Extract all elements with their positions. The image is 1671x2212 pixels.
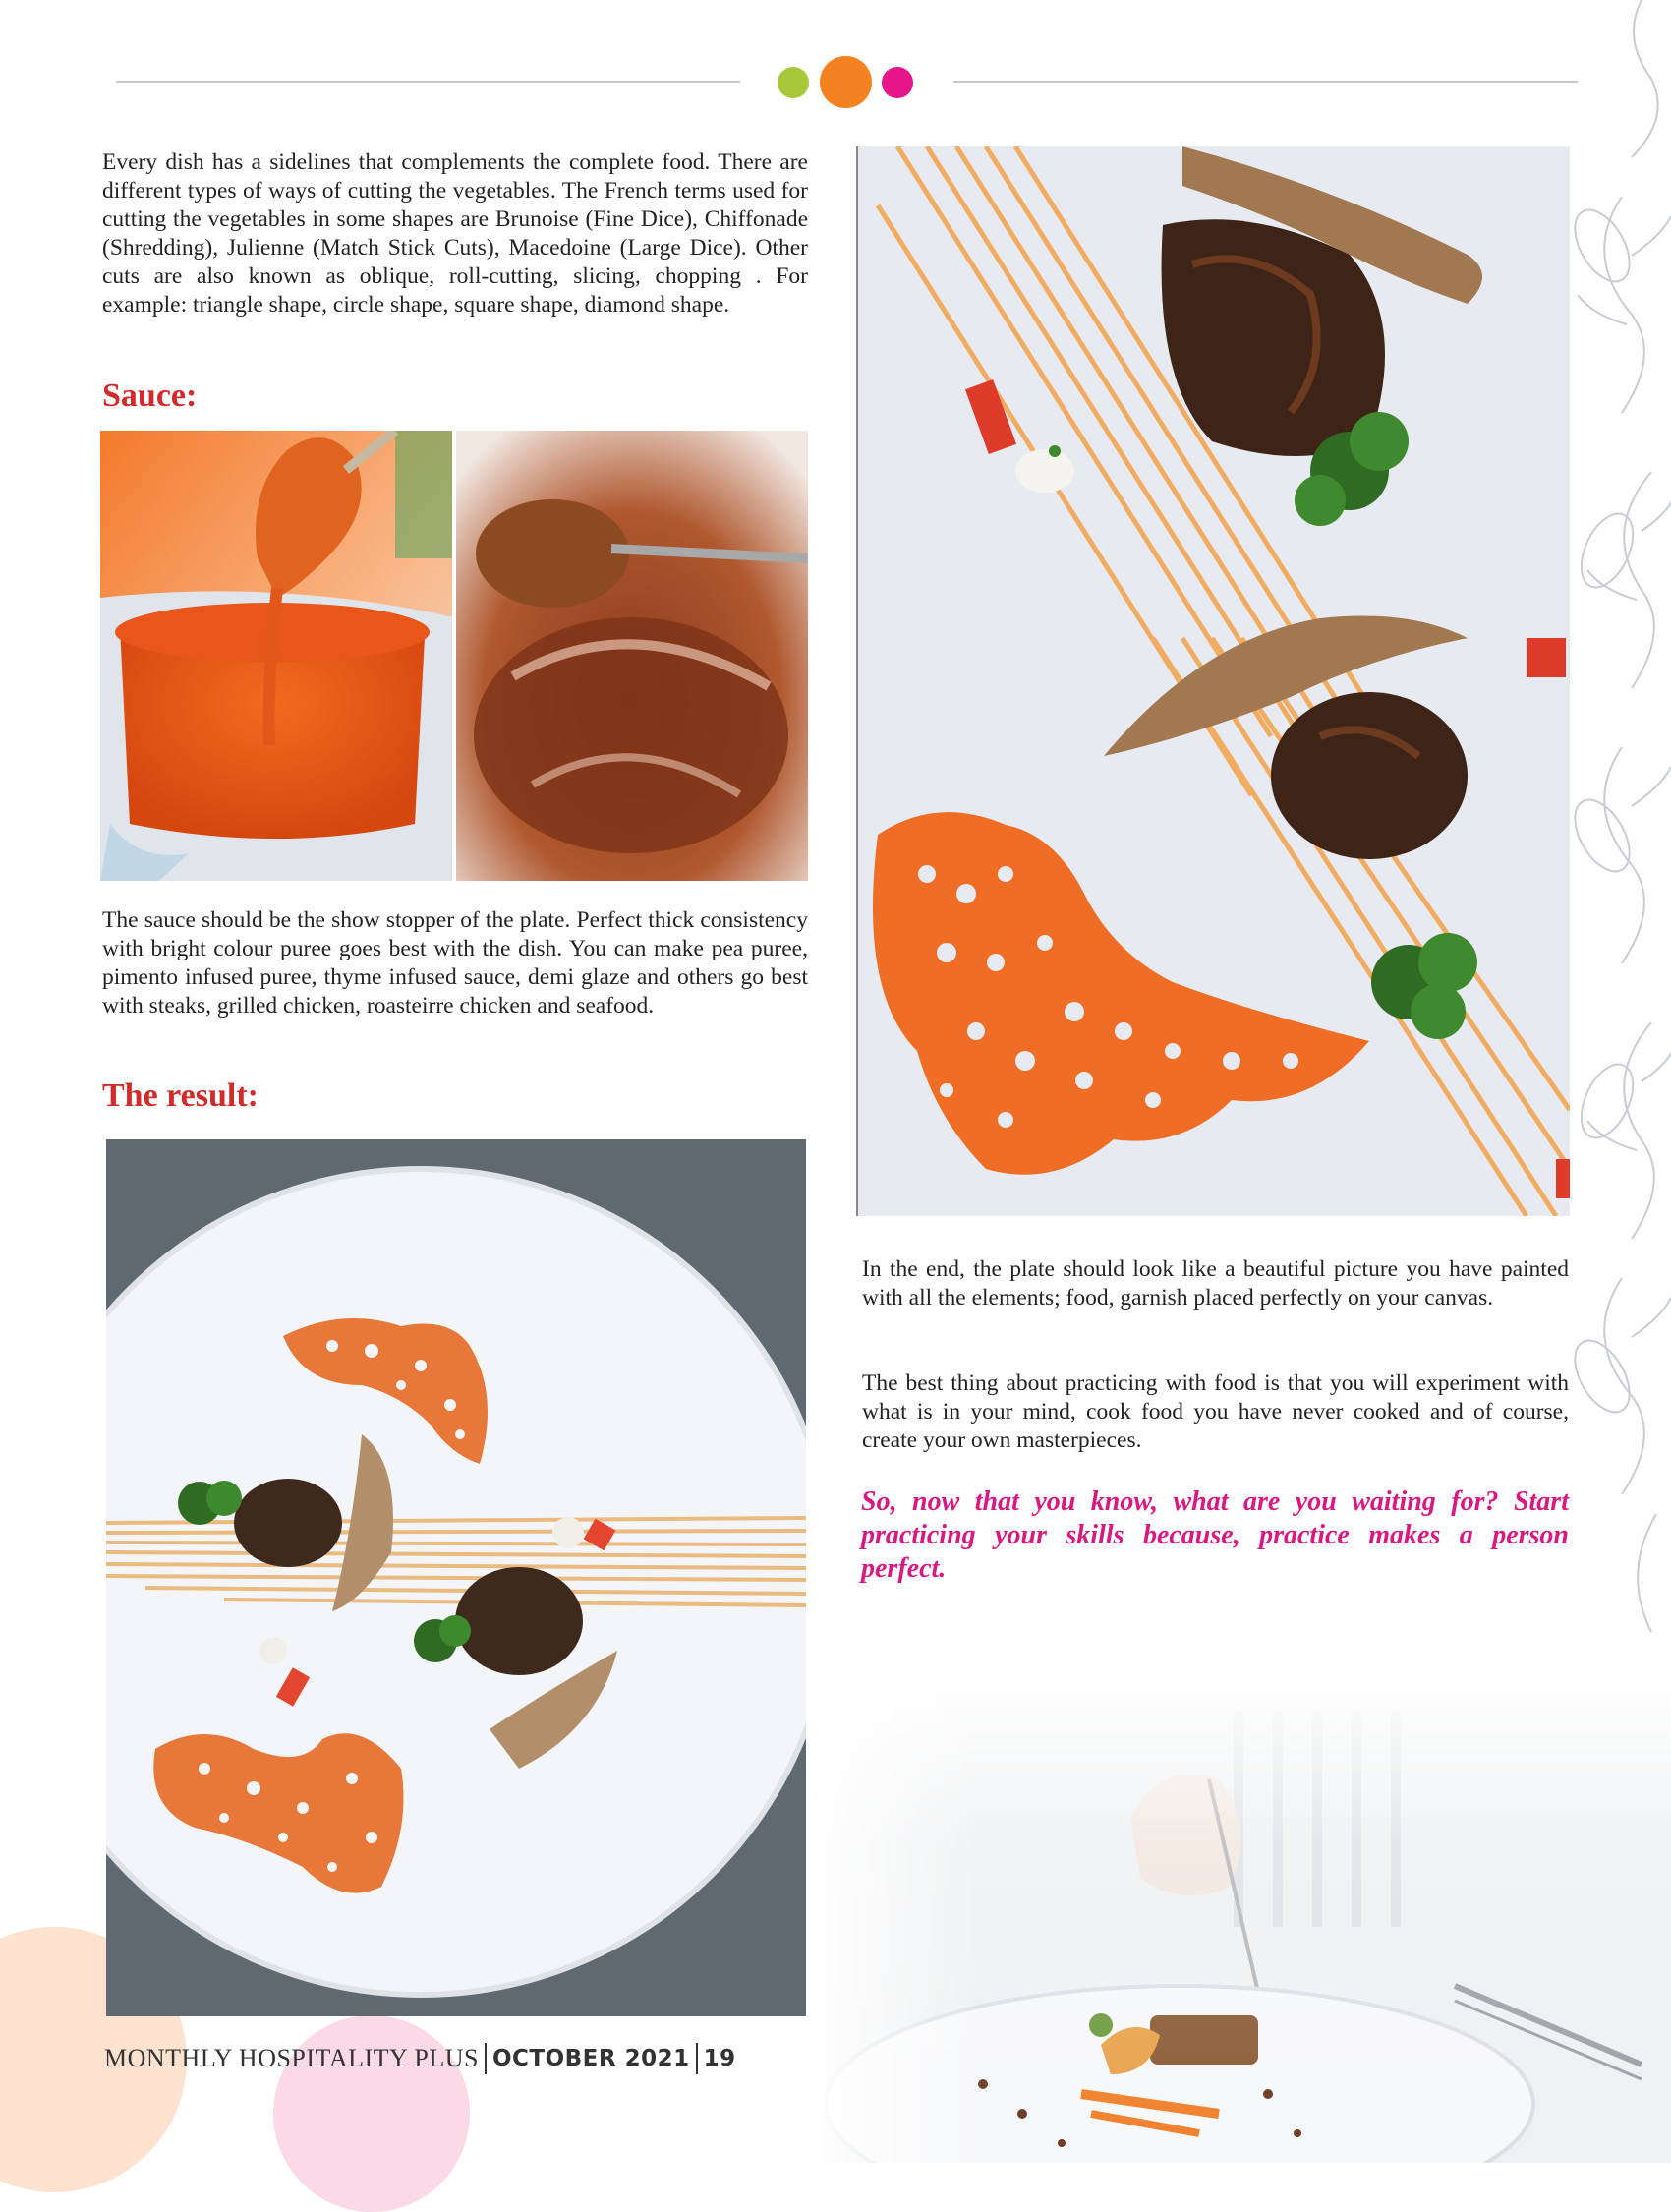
best-paragraph: The best thing about practicing with food is that you will experiment with what is in your mind, cook food you have never cooked and of course, create your own masterpieces. [862, 1370, 1569, 1453]
end-paragraph: In the end, the plate should look like a beautiful picture you have painted with all the elements; food, garnish placed perfectly on your canvas. [862, 1256, 1569, 1310]
result-photo [106, 1139, 806, 2016]
header-dot-green [778, 67, 809, 98]
photo-left-border [856, 146, 858, 1216]
page-footer [104, 2043, 736, 2074]
footer-issue: OCTOBER 2021 [491, 2046, 690, 2071]
header-rule-left [116, 81, 740, 83]
closing-quote: So, now that you know, what are you waiting for? Start practicing your skills because, practice makes a person perfect. [861, 1486, 1569, 1584]
footer-page-number: 19 [703, 2046, 736, 2071]
header-dot-pink [882, 67, 913, 98]
footer-separator [485, 2043, 487, 2074]
botanical-decoration [1563, 0, 1671, 1671]
chef-plating-photo [806, 1671, 1671, 2163]
intro-paragraph: Every dish has a sidelines that complements the complete food. There are different types of ways of cutting the vegetables. The French terms used for cutting the vegetables in some shapes are Brunoise (Fine Dice), Chiffonade (Shredding), Julienne (Match Stick Cuts), Macedoine (Large Dice). Other cuts are also known as oblique, roll-cutting, slicing, chopping . For example: triangle shape, circle shape, square shape, diamond shape. [102, 149, 808, 318]
result-heading: The result: [102, 1077, 259, 1114]
sauce-photo [100, 431, 808, 881]
footer-separator [696, 2043, 698, 2074]
plate-closeup-photo [858, 146, 1570, 1216]
footer-publication: MONTHLY HOSPITALITY PLUS [104, 2044, 479, 2072]
header-dot-orange [820, 56, 872, 108]
sauce-paragraph: The sauce should be the show stopper of the plate. Perfect thick consistency with bright colour puree goes best with the dish. You can make pea puree, pimento infused puree, thyme infused sauce, demi glaze and others go best with steaks, grilled chicken, roasteirre chicken and seafood. [102, 907, 808, 1019]
header-rule-right [953, 81, 1578, 83]
sauce-heading: Sauce: [102, 378, 198, 414]
